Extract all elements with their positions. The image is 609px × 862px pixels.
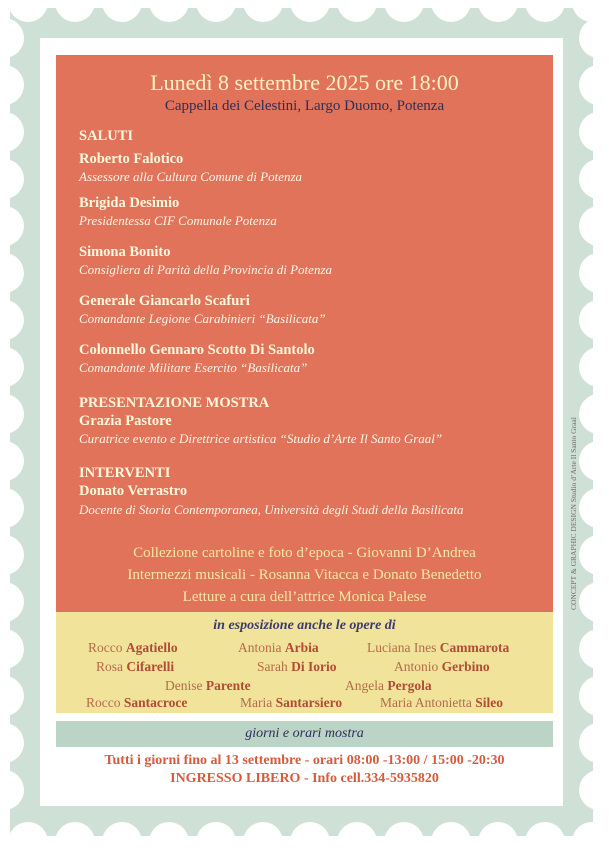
perforation-dot [0,676,24,716]
perforation-dot [0,300,24,340]
curator-name: Grazia Pastore [79,413,172,429]
perforation-dot [337,822,377,862]
perforation-dot [579,300,609,340]
speaker-name: Brigida Desimio [79,195,180,211]
event-date-title: Lunedì 8 settembre 2025 ore 18:00 [150,70,459,95]
perforation-dot [55,0,95,22]
saluti-heading: SALUTI [79,128,133,144]
perforation-dot [579,394,609,434]
perforation-dot [478,822,518,862]
artist-name: Antonio Gerbino [394,659,490,674]
artist-name: Rocco Agatiello [88,640,178,655]
perforation-dot [579,65,609,105]
curator-role: Curatrice evento e Direttrice artistica “Studio d’Arte Il Santo Graal” [79,431,443,446]
perforation-dot [196,822,236,862]
entry-info: INGRESSO LIBERO - Info cell.334-5935820 [170,771,439,786]
perforation-dot [290,0,330,22]
perforation-dot [579,629,609,669]
perforation-dot [0,18,24,58]
perforation-dot [0,770,24,810]
perforation-dot [525,0,565,22]
perforation-dot [579,441,609,481]
speaker-role: Comandante Legione Carabinieri “Basilicata” [79,311,326,326]
opening-hours: Tutti i giorni fino al 13 settembre - orari 08:00 -13:00 / 15:00 -20:30 [104,753,505,768]
artist-name: Angela Pergola [345,678,432,693]
artist-name: Maria Antonietta Sileo [380,695,503,710]
speaker-name: Simona Bonito [79,244,171,260]
perforation-dot [579,723,609,763]
perforation-dot [579,112,609,152]
perforation-dot [478,0,518,22]
exposition-title: in esposizione anche le opere di [213,618,396,633]
perforation-dot [243,822,283,862]
perforation-dot [525,822,565,862]
speaker-name: Colonnello Gennaro Scotto Di Santolo [79,342,315,358]
artist-name: Denise Parente [165,678,251,693]
perforation-dot [579,488,609,528]
perforation-dot [0,441,24,481]
perforation-dot [0,535,24,575]
perforation-dot [579,535,609,575]
perforation-dot [572,822,609,862]
perforation-dot [0,112,24,152]
perforation-dot [579,206,609,246]
perforation-dot [149,822,189,862]
perforation-dot [243,0,283,22]
perforation-dot [0,159,24,199]
perforation-dot [337,0,377,22]
speaker-name: Donato Verrastro [79,483,188,499]
perforation-dot [149,0,189,22]
perforation-dot [384,0,424,22]
design-credit-text: CONCEPT & GRAPHIC DESIGN Studio d’Arte Il Santo Graal [569,417,578,610]
artist-name: Rocco Santacroce [86,695,188,710]
speaker-role: Comandante Militare Esercito “Basilicata” [79,360,308,375]
perforation-dot [0,488,24,528]
speaker-name: Generale Giancarlo Scafuri [79,293,250,309]
perforation-dot [102,822,142,862]
artist-name: Rosa Cifarelli [96,659,175,674]
credit-line: Letture a cura dell’attrice Monica Palese [182,589,427,605]
mostra-band-title: giorni e orari mostra [245,726,364,741]
speaker-name: Roberto Falotico [79,151,184,167]
perforation-dot [579,347,609,387]
perforation-dot [579,676,609,716]
perforation-dot [579,582,609,622]
perforation-dot [431,822,471,862]
interventi-heading: INTERVENTI [79,465,171,481]
credit-line: Collezione cartoline e foto d’epoca - Giovanni D’Andrea [133,545,476,561]
event-venue: Cappella dei Celestini, Largo Duomo, Potenza [164,98,445,114]
speaker-role: Presidentessa CIF Comunale Potenza [79,213,277,228]
perforation-dot [0,394,24,434]
perforation-dot [8,0,48,22]
credit-line: Intermezzi musicali - Rosanna Vitacca e Donato Benedetto [127,567,482,583]
perforation-dot [0,206,24,246]
perforation-dot [0,629,24,669]
perforation-dot [579,770,609,810]
perforation-dot [102,0,142,22]
perforation-dot [0,253,24,293]
perforation-dot [0,347,24,387]
speaker-role: Consigliera di Parità della Provincia di Potenza [79,262,332,277]
speaker-role: Docente di Storia Contemporanea, Università degli Studi della Basilicata [79,502,464,517]
artist-name: Antonia Arbia [238,640,319,655]
design-credit [557,360,578,610]
perforation-dot [8,822,48,862]
perforation-dot [431,0,471,22]
speaker-role: Assessore alla Cultura Comune di Potenza [79,169,303,184]
perforation-dot [579,18,609,58]
presentazione-heading: PRESENTAZIONE MOSTRA [79,395,270,411]
artist-name: Maria Santarsiero [240,695,343,710]
perforation-dot [579,159,609,199]
artist-name: Luciana Ines Cammarota [367,640,510,655]
perforation-dot [384,822,424,862]
artist-name: Sarah Di Iorio [257,659,337,674]
perforation-dot [0,65,24,105]
perforation-dot [0,723,24,763]
perforation-dot [196,0,236,22]
perforation-dot [0,582,24,622]
perforation-dot [290,822,330,862]
perforation-dot [579,253,609,293]
perforation-dot [55,822,95,862]
